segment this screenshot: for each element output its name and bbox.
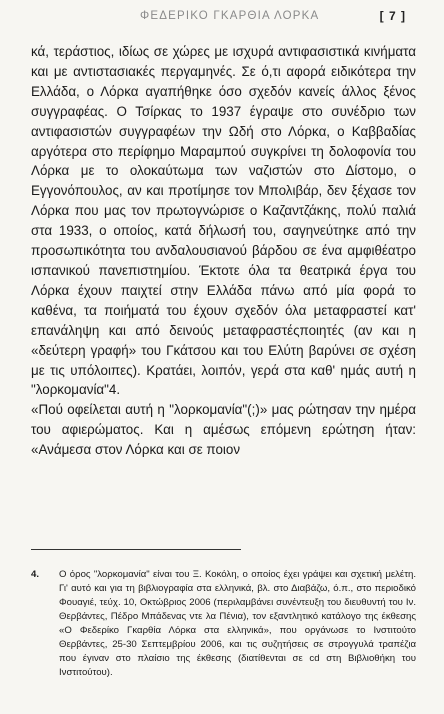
footnote-number: 4. bbox=[31, 569, 40, 580]
footnote bbox=[31, 568, 416, 680]
running-head bbox=[0, 10, 444, 28]
footnote-text: Ο όρος "λορκομανία" είναι του Ξ. Κοκόλη, ο οποίος έχει γράψει και σχετική μελέτη. Γι' αυτό και για τη βιβλιογραφία στα ελληνικά, βλ. στο Διαβάζω, ό.π., στο περιοδικό Φουαγιέ, τεύχ. 10, Οκτώβριος 2006 (περιλαμβάνει συνέντευξη του διευθυντή του Ιν. Θερβάντες, Πέδρο Μπάδενας ντε λα Πένια), τον εξαντλητικό κατάλογο της έκθεσης «Ο Φεδερίκο Γκαρθία Λόρκα στα ελληνικά», που οργάνωσε το Ινστιτούτο Θερβάντες, 25-30 Σεπτεμβρίου 2006, και τις συζητήσεις σε στρογγυλά τραπέζια που έγιναν στο πλαίσιο της έκθεσης (διατίθενται σε cd στη Βιβλιοθήκη του Ινστιτούτου). bbox=[59, 569, 416, 678]
running-title: ΦΕΔΕΡΙΚΟ ΓΚΑΡΘΙΑ ΛΟΡΚΑ bbox=[140, 10, 320, 22]
footnotes bbox=[31, 568, 416, 680]
page-number: [ 7 ] bbox=[379, 9, 406, 23]
body-text bbox=[31, 42, 416, 460]
body-paragraph-2: «Πού οφείλεται αυτή η "λορκομανία"(;)» μας ρώτησαν την ημέρα του αφιερώματος. Και η αμέσως επόμενη ερώτηση ήταν: «Ανάμεσα στον Λόρκα και σε ποιον bbox=[31, 402, 416, 458]
body-paragraph-1: κά, τεράστιος, ιδίως σε χώρες με ισχυρά αντιφασιστικά κινήματα και με αντιστασιακές περγαμηνές. Σε ό,τι αφορά ειδικότερα την Ελλάδα, ο Λόρκα αγαπήθηκε όσο σχεδόν κανείς άλλος ξένος συγγραφέας. Ο Τσίρκας το 1937 έγραψε στο συνέδριο των αντιφασιστών συγγραφέων την Ωδή στο Λόρκα, ο Καββαδίας αργότερα στο περίφημο Μαραμπού συγκρίνει τη δολοφονία του Λόρκα με το ολοκαύτωμα των ναζιστών στο Δίστομο, ο Εγγονόπουλος, αν και προτίμησε τον Μπολιβάρ, δεν ξέχασε τον Λόρκα που μας τον πρωτογνώρισε ο Καζαντζάκης, πολύ παλιά στα 1933, ο οποίος, κατά δήλωσή του, σαγηνεύτηκε από την προσωπικότητα του ανδαλουσιανού βάρδου σε ένα αμφιθέατρο ισπανικού πανεπιστημίου. Έκτοτε όλα τα θεατρικά έργα του Λόρκα έχουν παιχτεί στην Ελλάδα πάνω από μία φορά το καθένα, τα ποιήματά του έχουν σχεδόν όλα μεταφραστεί κατ' επανάληψη και από δεινούς μεταφραστέςποιητές (αν και η «δεύτερη γραφή» του Γκάτσου και του Ελύτη βαρύνει σε σχέση με τις υπόλοιπες). Κρατάει, λοιπόν, γερά στα καθ' ημάς αυτή η "λορκομανία"4. bbox=[31, 44, 416, 398]
footnote-divider bbox=[31, 549, 241, 550]
